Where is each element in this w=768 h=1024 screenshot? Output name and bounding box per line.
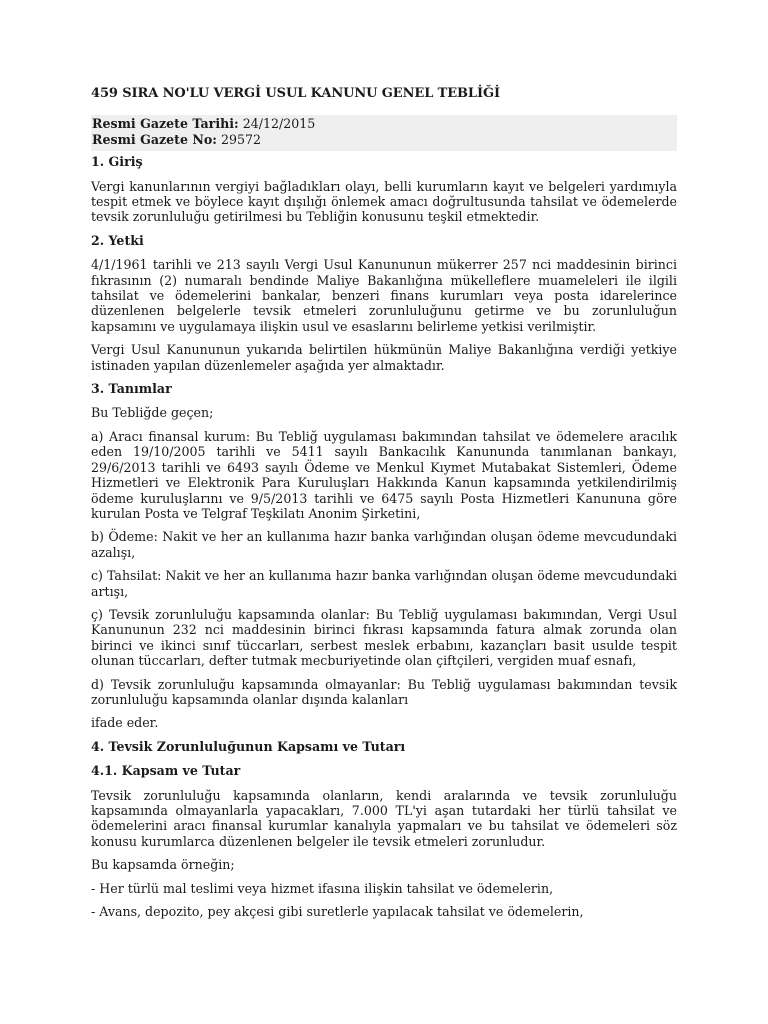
definition-item: c) Tahsilat: Nakit ve her an kullanıma hazır banka varlığından oluşan ödeme mevcudundaki artışı, [91,568,677,599]
paragraph: Vergi kanunlarının vergiyi bağladıkları olayı, belli kurumların kayıt ve belgeleri yardımıyla tespit etmek ve böylece kayıt dışılığı önlemek amacı doğrultusunda tahsilat ve ödemelerde tevsik zorunluluğu getirilmesi bu Tebliğin konusunu teşkil etmektedir. [91,178,677,225]
definition-item: a) Aracı finansal kurum: Bu Tebliğ uygulaması bakımından tahsilat ve ödemelere aracılık eden 19/10/2005 tarihli ve 5411 sayılı Bankacılık Kanununda tanımlanan bankayı, 29/6/2013 tarihli ve 6493 sayılı Ödeme ve Menkul Kıymet Mutabakat Sistemleri, Ödeme Hizmetleri ve Elektronik Para Kuruluşları Hakkında Kanun kapsamında yetkilendirilmiş ödeme kuruluşlarını ve 9/5/2013 tarihli ve 6475 sayılı Posta Hizmetleri Kanununa göre kurulan Posta ve Telgraf Teşkilatı Anonim Şirketini, [91,428,677,521]
definition-item: ç) Tevsik zorunluluğu kapsamında olanlar: Bu Tebliğ uygulaması bakımından, Vergi Usul Kanununun 232 nci maddesinin birinci fıkrası kapsamında fatura almak zorunda olan birinci ve ikinci sınıf tüccarları, serbest meslek erbabını, kazançları basit usulde tespit olunan tüccarları, defter tutmak mecburiyetinde olan çiftçileri, vergiden muaf esnafı, [91,606,677,669]
section-heading-giris: 1. Giriş [91,154,143,170]
document-title: 459 SIRA NO'LU VERGİ USUL KANUNU GENEL TEBLİĞİ [91,86,500,101]
paragraph: Bu Tebliğde geçen; [91,405,214,421]
subsection-heading-kapsam: 4.1. Kapsam ve Tutar [91,763,241,779]
paragraph: Tevsik zorunluluğu kapsamında olanların, kendi aralarında ve tevsik zorunluluğu kapsamında olmayanlarla yapacakları, 7.000 TL'yi aşan tutardaki her türlü tahsilat ve ödemelerini aracı finansal kurumlar kanalıyla yapmaları ve bu tahsilat ve ödemeleri söz konusu kurumlarca düzenlenen belgeler ile tevsik etmeleri zorunludur. [91,787,677,849]
paragraph: 4/1/1961 tarihli ve 213 sayılı Vergi Usul Kanununun mükerrer 257 nci maddesinin birinci fıkrasının (2) numaralı bendinde Maliye Bakanlığına mükelleflere muameleleri ile ilgili tahsilat ve ödemelerini bankalar, benzeri finans kurumları veya posta idarelerince düzenlenen belgelerle tevsik etmeleri zorunluluğunu getirme ve bu zorunluluğun kapsamını ve uygulamaya ilişkin usul ve esaslarını belirleme yetkisi verilmiştir. [91,257,677,334]
list-item: - Avans, depozito, pey akçesi gibi suretlerle yapılacak tahsilat ve ödemelerin, [91,904,584,920]
paragraph: Vergi Usul Kanununun yukarıda belirtilen hükmünün Maliye Bakanlığına verdiği yetkiye istinaden yapılan düzenlemeler aşağıda yer almaktadır. [91,342,677,373]
gazette-date-value: 24/12/2015 [242,116,316,131]
gazette-number-label: Resmi Gazete No: [92,131,217,147]
document-body [91,86,677,927]
section-heading-yetki: 2. Yetki [91,232,144,248]
list-item: - Her türlü mal teslimi veya hizmet ifasına ilişkin tahsilat ve ödemelerin, [91,880,554,896]
gazette-date-row [92,116,674,132]
definition-item: b) Ödeme: Nakit ve her an kullanıma hazır banka varlığından oluşan ödeme mevcudundaki azalışı, [91,529,677,560]
gazette-number-value: 29572 [220,131,262,147]
definition-item: d) Tevsik zorunluluğu kapsamında olmayanlar: Bu Tebliğ uygulaması bakımından tevsik zorunluluğu kapsamında olanlar dışında kalanları [91,676,677,707]
gazette-number-row [92,132,674,148]
section-heading-tevsik: 4. Tevsik Zorunluluğunun Kapsamı ve Tutarı [91,738,406,754]
paragraph: ifade eder. [91,715,159,731]
gazette-info-box [91,115,677,151]
section-heading-tanimlar: 3. Tanımlar [91,381,172,397]
paragraph: Bu kapsamda örneğin; [91,857,235,873]
gazette-date-label: Resmi Gazete Tarihi: [92,116,239,131]
